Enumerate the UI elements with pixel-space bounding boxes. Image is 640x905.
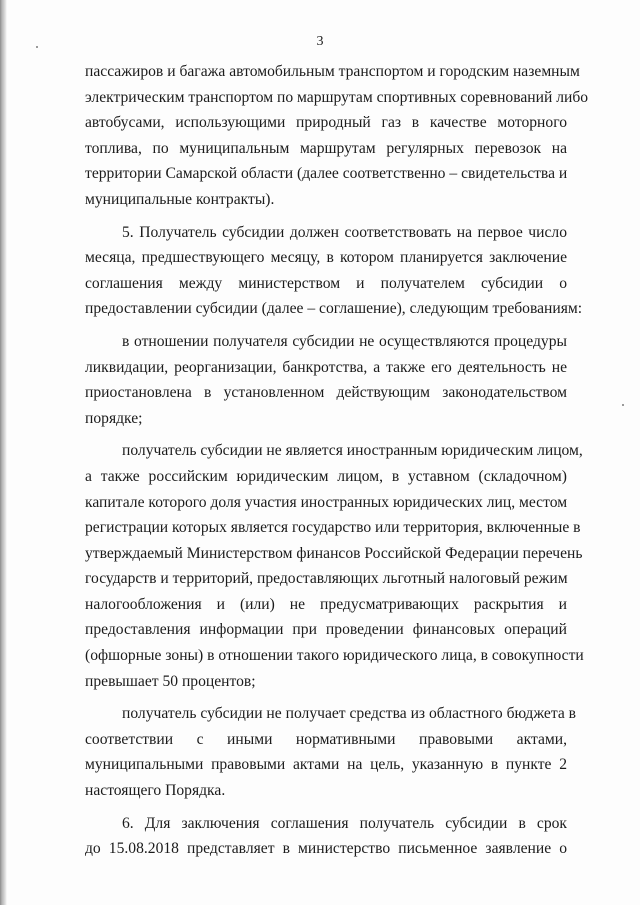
paragraph-gap	[85, 322, 567, 329]
text-line: до 15.08.2018 представляет в министерство письменное заявление о	[85, 840, 567, 858]
text-line: государств и территорий, предоставляющих льготный налоговый режим	[85, 570, 568, 588]
text-line: получатель субсидии не получает средства из областного бюджета в	[122, 705, 577, 723]
text-line: месяца, предшествующего месяцу, в котором планируется заключение	[85, 249, 567, 267]
text-line: капитале которого доля участия иностранных юридических лиц, местом	[85, 493, 568, 511]
text-line: соглашения между министерством и получателем субсидии о	[85, 274, 567, 292]
text-line: пассажиров и багажа автомобильным транспортом и городским наземным	[85, 63, 580, 80]
text-line: 5. Получатель субсидии должен соответствовать на первое число	[122, 223, 567, 241]
text-line: муниципальные контракты).	[85, 190, 275, 208]
text-line: топлива, по муниципальным маршрутам регулярных перевозок на	[85, 139, 567, 157]
text-line: предоставления информации при проведении финансовых операций	[85, 621, 567, 639]
text-line: ликвидации, реорганизации, банкротства, а также его деятельность не	[85, 358, 567, 376]
text-line: приостановлена в установленном действующим законодательством	[85, 384, 567, 402]
text-line: регистрации которых является государство или территория, включенные в	[85, 519, 581, 537]
text-line: в отношении получателя субсидии не осуществляются процедуры	[122, 332, 567, 350]
text-line: 6. Для заключения соглашения получатель субсидии в срок	[122, 814, 567, 832]
document-body	[85, 59, 589, 862]
paragraph-gap	[85, 804, 567, 811]
text-line: автобусами, использующими природный газ в качестве моторного	[85, 114, 567, 132]
text-line: налогообложения и (или) не предусматривающих раскрытия и	[85, 595, 567, 613]
text-line: утверждаемый Министерством финансов Российской Федерации перечень	[85, 544, 583, 562]
text-line: получатель субсидии не является иностранным юридическим лицом,	[122, 442, 583, 460]
text-line: электрическим транспортом по маршрутам спортивных соревнований либо	[85, 88, 589, 106]
scan-shadow-edge	[0, 0, 7, 905]
text-line: превышает 50 процентов;	[85, 672, 256, 690]
text-line: (офшорные зоны) в отношении такого юридического лица, в совокупности	[85, 647, 584, 665]
scan-speck	[622, 404, 624, 406]
paragraph-gap	[85, 694, 567, 701]
text-line: муниципальными правовыми актами на цель, указанную в пункте 2	[85, 756, 567, 774]
text-line: порядке;	[85, 409, 143, 427]
text-line: а также российским юридическим лицом, в уставном (складочном)	[85, 467, 567, 485]
page-number: 3	[316, 34, 324, 49]
text-line: настоящего Порядка.	[85, 782, 226, 800]
paragraph-gap	[85, 431, 567, 438]
paragraph-gap	[85, 213, 567, 220]
text-line: территории Самарской области (далее соответственно – свидетельства и	[85, 165, 568, 183]
text-line: предоставлении субсидии (далее – соглашение), следующим требованиям:	[85, 300, 583, 318]
text-line: соответствии с иными нормативными правовыми актами,	[85, 730, 567, 748]
